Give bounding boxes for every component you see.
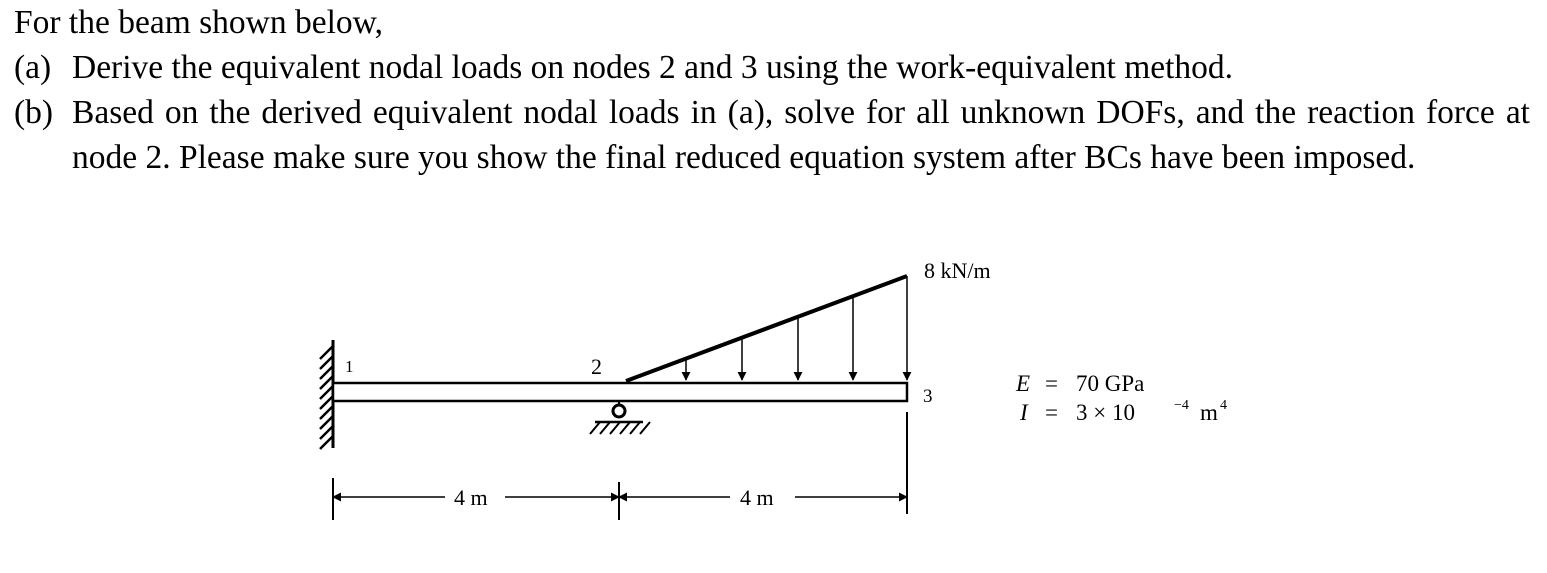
roller-support (590, 401, 650, 434)
I-symbol: I (1020, 400, 1028, 425)
dimension-label-span1: 4 m (454, 485, 488, 510)
I-coefficient: 3 × 10 (1076, 400, 1135, 425)
part-a-label: (a) (14, 49, 52, 86)
part-b-label: (b) (14, 94, 54, 131)
problem-intro: For the beam shown below, (14, 4, 384, 41)
I-equals: = (1045, 400, 1058, 425)
beam (333, 383, 907, 401)
I-unit-exponent: 4 (1220, 398, 1227, 413)
node-2-label: 2 (591, 354, 602, 379)
load-profile-line (626, 276, 907, 381)
I-unit: m (1200, 400, 1218, 425)
dimension-label-span2: 4 m (740, 485, 774, 510)
E-symbol: E (1016, 371, 1031, 396)
material-properties (1015, 371, 1227, 425)
part-b-text: Based on the derived equivalent nodal loads in (a), solve for all unknown DOFs, and the reaction force at node 2. Please make sure you show the final reduced equation system after BCs have been imposed. (72, 94, 1530, 176)
E-equals: = (1045, 371, 1058, 396)
I-exponent: −4 (1174, 398, 1189, 413)
load-label: 8 kN/m (924, 258, 991, 283)
distributed-load (626, 258, 991, 381)
node-3-label: 3 (923, 386, 933, 407)
part-a-text: Derive the equivalent nodal loads on nodes 2 and 3 using the work-equivalent method. (72, 49, 1234, 86)
node-1-label: 1 (345, 357, 354, 376)
fixed-wall-support (320, 340, 333, 449)
dimension-lines (333, 412, 907, 520)
E-value: 70 GPa (1076, 371, 1145, 396)
